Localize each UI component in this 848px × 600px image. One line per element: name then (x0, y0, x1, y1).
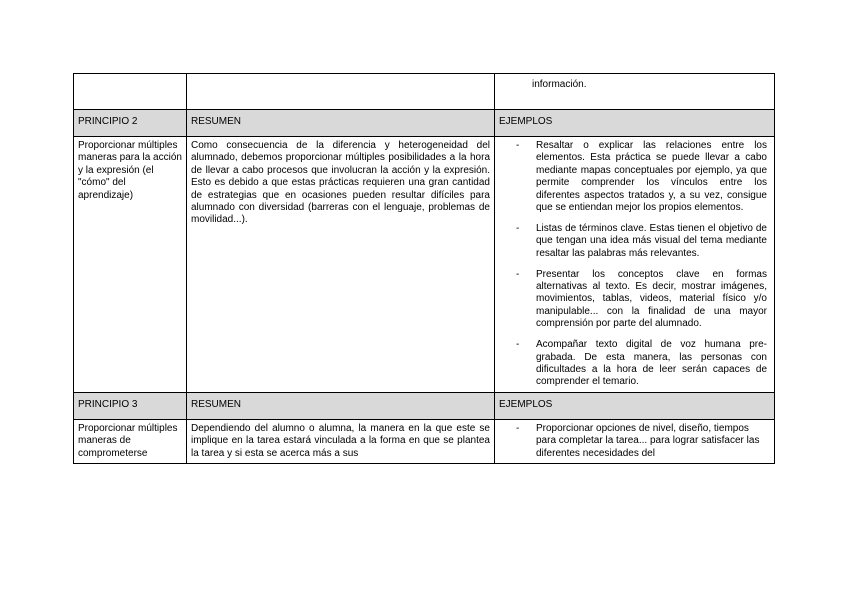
principle-2-summary-header: RESUMEN (187, 110, 495, 137)
principle-cell-empty (74, 74, 187, 110)
principles-table (73, 73, 775, 464)
principle-2-header-row (74, 110, 775, 137)
principle-3-label: PRINCIPIO 3 (74, 392, 187, 419)
principle-2-label: PRINCIPIO 2 (74, 110, 187, 137)
list-marker: - (516, 339, 520, 351)
list-marker: - (516, 140, 520, 151)
summary-cell-empty (187, 74, 495, 110)
principle-3-header-row (74, 392, 775, 419)
list-marker: - (516, 422, 520, 434)
principle-2-examples-list (499, 140, 770, 389)
list-item: - Resaltar o explicar las relaciones entre los elementos. Esta práctica se puede llevar a cabo mediante mapas conceptuales por ejemplo, ya que permite comprender los vínculos entre los diferentes aspectos tratados y, a su vez, consigue que se entiendan mejor los propios elementos. (516, 140, 767, 214)
principle-3-name: Proporcionar múltiples maneras de comprometerse (74, 419, 187, 463)
principle-2-summary: Como consecuencia de la diferencia y heterogeneidad del alumnado, debemos proporcionar múltiples posibilidades a la hora de llevar a cabo procesos que involucran la acción y la expresión. Esto es debido a que estas prácticas requieren una gran cantidad de estrategias que en ocasiones pueden resultar difíciles para alumnado con diversidad (barreras con el lenguaje, problemas de movilidad...). (187, 137, 495, 393)
list-item: - Presentar los conceptos clave en formas alternativas al texto. Es decir, mostrar imágenes, movimientos, tablas, videos, material físico y/o manipulable... con la finalidad de una mayor comprensión por parte del alumnado. (516, 268, 767, 330)
principle-3-examples-list (499, 423, 770, 460)
principle-2-name: Proporcionar múltiples maneras para la acción y la expresión (el "cómo" del aprendizaje) (74, 137, 187, 393)
continuation-row (74, 74, 775, 110)
principle-3-examples (495, 419, 775, 463)
list-item: - Acompañar texto digital de voz humana pre-grabada. De esta manera, las personas con dificultades a la hora de leer serán capaces de comprender el temario. (516, 339, 767, 388)
principle-3-summary-header: RESUMEN (187, 392, 495, 419)
principle-2-examples-header: EJEMPLOS (495, 110, 775, 137)
principle-2-examples (495, 137, 775, 393)
list-marker: - (516, 268, 520, 280)
examples-continuation: información. (495, 74, 775, 110)
principle-2-content-row (74, 137, 775, 393)
principle-3-examples-header: EJEMPLOS (495, 392, 775, 419)
list-item: - Proporcionar opciones de nivel, diseño, tiempos para completar la tarea... para lograr satisfacer las diferentes necesidades del (516, 422, 760, 459)
list-item: - Listas de términos clave. Estas tienen el objetivo de que tengan una idea más visual del tema mediante resaltar las palabras más relevantes. (516, 222, 767, 259)
principle-3-summary: Dependiendo del alumno o alumna, la manera en la que este se implique en la tarea estará vinculada a la forma en que se plantea la tarea y si esta se acerca más a sus (187, 419, 495, 463)
list-marker: - (516, 222, 520, 234)
principle-3-content-row (74, 419, 775, 463)
